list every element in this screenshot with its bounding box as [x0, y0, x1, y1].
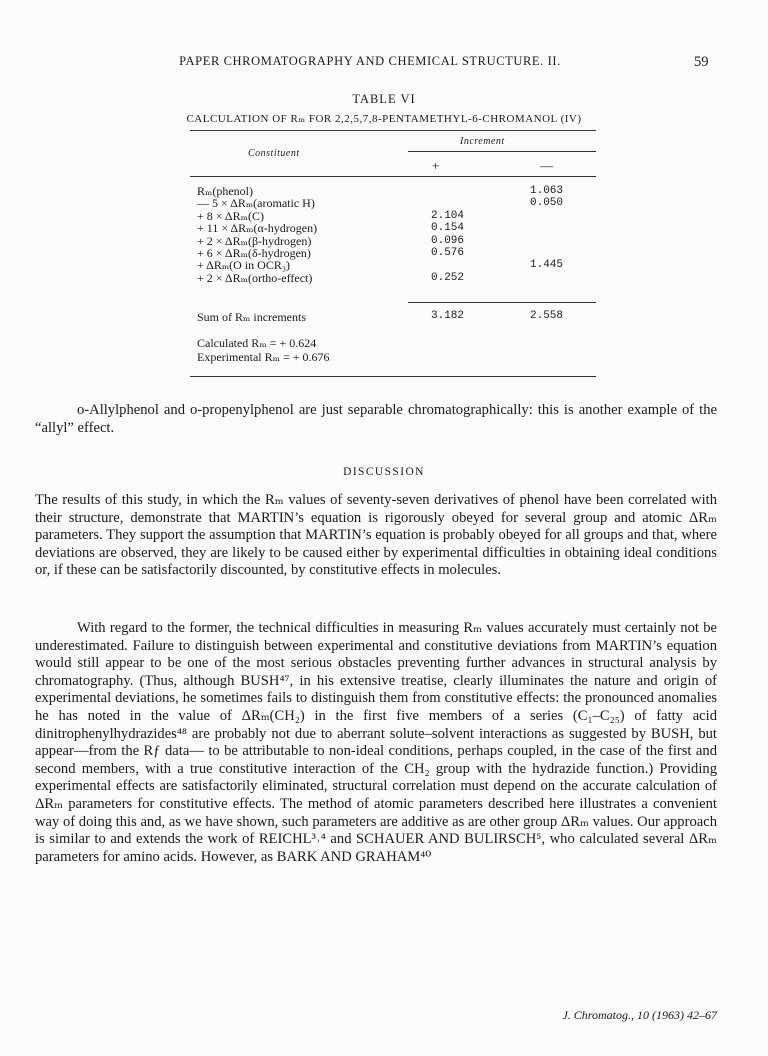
header-plus: + — [432, 158, 440, 173]
page-number: 59 — [694, 54, 709, 70]
constituent-cell: Rₘ(phenol) — [197, 184, 254, 198]
header-constituent: Constituent — [248, 148, 300, 159]
table-top-rule — [190, 130, 596, 131]
constituent-cell: — 5 × ΔRₘ(aromatic H) — [197, 196, 315, 211]
table-row — [197, 259, 597, 271]
table-row — [197, 197, 597, 209]
minus-cell: 1.063 — [530, 185, 564, 197]
constituent-cell: + 8 × ΔRₘ(C) — [197, 208, 264, 223]
constituent-cell: + 6 × ΔRₘ(δ-hydrogen) — [197, 245, 311, 260]
constituent-cell: + 2 × ΔRₘ(ortho-effect) — [197, 270, 313, 285]
sum-minus: 2.558 — [530, 310, 564, 322]
header-increment: Increment — [460, 136, 505, 147]
constituent-cell: + 11 × ΔRₘ(α-hydrogen) — [197, 221, 318, 236]
plus-cell: 0.576 — [431, 246, 465, 259]
journal-citation: J. Chromatog., 10 (1963) 42–67 — [562, 1008, 717, 1022]
header-minus: — — [540, 158, 553, 173]
table-title: TABLE VI — [352, 92, 416, 106]
sum-rule — [408, 302, 596, 303]
discussion-paragraph-1: The results of this study, in which the Rₘ values of seventy-seven derivatives of phenol have been correlated with their structure, demonstrate that MARTIN’s equation is rigorously obeyed for several group and atomic ΔRₘ parameters. They support the assumption that MARTIN’s equation is probably obeyed for all groups and that, where deviations are observed, they are likely to be caused either by experimental difficulties in obtaining ideal conditions or, if these can be satisfactorily discounted, by constitutive effects in molecules. — [35, 492, 717, 579]
table-body — [197, 185, 597, 284]
minus-cell: 1.445 — [530, 259, 564, 272]
sum-plus: 3.182 — [431, 310, 465, 322]
table-bottom-rule — [190, 376, 596, 377]
constituent-cell: + 2 × ΔRₘ(β-hydrogen) — [197, 233, 312, 248]
plus-cell: 2.104 — [431, 209, 465, 222]
increment-rule — [408, 151, 596, 152]
section-heading: DISCUSSION — [343, 466, 425, 478]
plus-cell: 0.252 — [431, 271, 465, 284]
experimental-rm: Experimental Rₘ = + 0.676 — [197, 350, 330, 364]
constituent-cell: + ΔRₘ(O in OCR₃) — [197, 258, 291, 273]
sum-row — [197, 310, 597, 324]
plus-cell: 0.096 — [431, 234, 465, 247]
plus-cell: 0.154 — [431, 222, 465, 235]
table-row — [197, 272, 597, 284]
sum-label: Sum of Rₘ increments — [197, 310, 307, 324]
table-caption: CALCULATION OF Rₘ FOR 2,2,5,7,8-PENTAMETHYL-6-CHROMANOL (IV) — [186, 113, 582, 125]
discussion-paragraph-2: With regard to the former, the technical difficulties in measuring Rₘ values accurately must certainly not be underestimated. Failure to distinguish between experimental and constitutive deviations from MARTIN’s equation would still appear to be one of the most serious obstacles preventing further advances in structural analysis by chromatography. (Thus, although BUSH⁴⁷, in his extensive treatise, clearly illuminates the nature and origin of experimental deviations, he sometimes fails to distinguish them from constitutive effects: the pronounced anomalies he has noted in the value of ΔRₘ(CH₂) in the first five members of a series (C₁–C₂₅) of fatty acid dinitrophenylhydrazides⁴⁸ are probably not due to aberrant solute–solvent interactions as suggested by BUSH, but appear—from the Rƒ data— to be attributable to non-ideal conditions, perhaps coupled, in the case of the first and second members, with a true constitutive interaction of the CH₂ group with the hydrazide function.) Providing experimental effects are satisfactorily eliminated, structural correlation must depend on the accurate calculation of ΔRₘ parameters for constitutive effects. The method of atomic parameters described here illustrates a convenient way of doing this and, as we have shown, such parameters are additive as are other group ΔRₘ values. Our approach is similar to and extends the work of REICHL³˒⁴ and SCHAUER AND BULIRSCH⁵, who calculated several ΔRₘ parameters for amino acids. However, as BARK AND GRAHAM⁴⁰ — [35, 620, 717, 865]
allyl-paragraph: o-Allylphenol and o-propenylphenol are just separable chromatographically: this is another example of the “allyl” effect. — [35, 402, 717, 436]
running-head: PAPER CHROMATOGRAPHY AND CHEMICAL STRUCTURE. II. — [179, 54, 561, 68]
table-row — [197, 222, 597, 234]
minus-cell: 0.050 — [530, 197, 564, 210]
header-bottom-rule — [190, 176, 596, 177]
calculated-rm: Calculated Rₘ = + 0.624 — [197, 336, 317, 350]
